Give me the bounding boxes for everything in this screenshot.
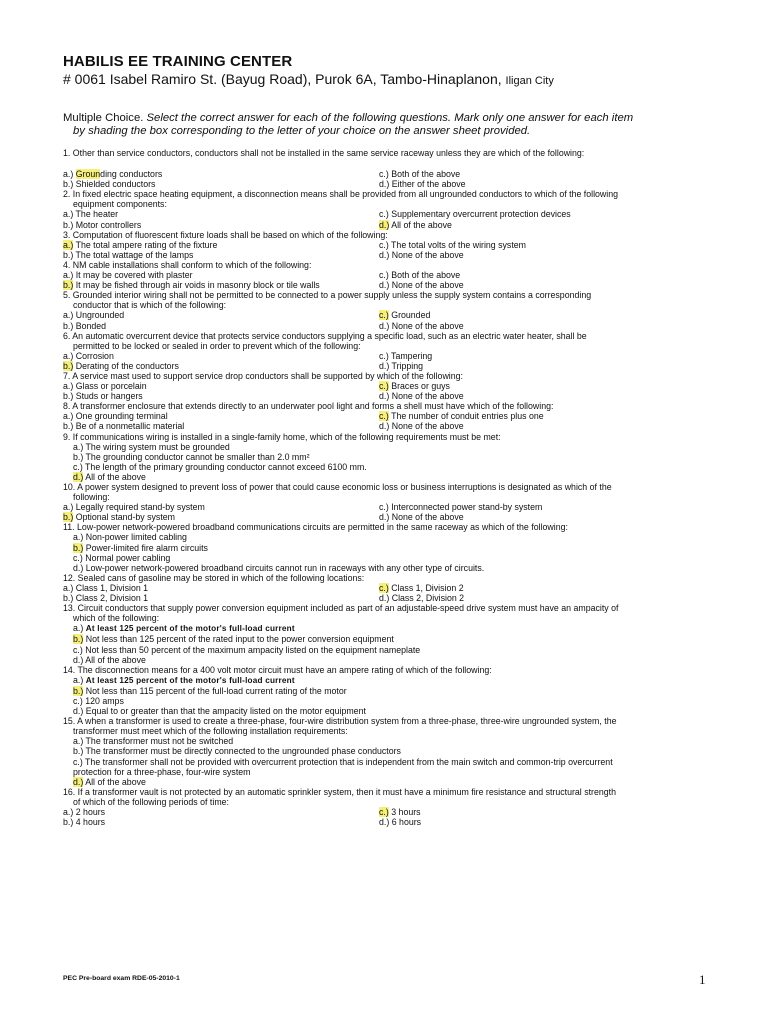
choice-d: d.) 6 hours xyxy=(379,817,422,828)
choice-a: a.) Legally required stand-by system xyxy=(63,502,205,513)
instructions-lead: Multiple Choice. xyxy=(63,112,144,124)
question-12 xyxy=(63,573,703,603)
instructions xyxy=(63,112,703,138)
answer-mark: b.) xyxy=(63,360,74,371)
choice-b: b.) Derating of the conductors xyxy=(63,360,179,371)
page-title: HABILIS EE TRAINING CENTER xyxy=(63,53,293,70)
question-9 xyxy=(63,432,703,482)
choice-a: a.) It may be covered with plaster xyxy=(63,270,193,281)
question-11 xyxy=(63,522,703,572)
answer-mark: b.) xyxy=(73,634,84,645)
question-stem: 1. Other than service conductors, conductors shall not be installed in the same service raceway unless they are which of the following: xyxy=(63,148,585,158)
choice-c: c.) The total volts of the wiring system xyxy=(379,239,526,250)
question-stem: 5. Grounded interior wiring shall not be permitted to be connected to a power supply unless the supply system contains a corresponding xyxy=(63,290,592,301)
answer-mark: c.) xyxy=(379,411,389,422)
choice-d: d.) None of the above xyxy=(379,280,464,291)
question-10 xyxy=(63,482,703,522)
choice-a: a.) The heater xyxy=(63,209,119,220)
question-7 xyxy=(63,371,703,401)
choice-c: c.) The transformer shall not be provided with overcurrent protection that is independent from the main switch and common-trip overcurrent xyxy=(73,756,613,767)
choice-a: a.) Ungrounded xyxy=(63,310,125,321)
question-14 xyxy=(63,665,703,716)
choice-b: b.) Shielded conductors xyxy=(63,179,156,190)
question-4 xyxy=(63,260,703,290)
choice-c: c.) Tampering xyxy=(379,350,433,361)
choice-c: c.) Not less than 50 percent of the maximum ampacity listed on the equipment nameplate xyxy=(73,644,421,655)
choice-a: a.) Non-power limited cabling xyxy=(73,532,187,543)
question-stem: 4. NM cable installations shall conform to which of the following: xyxy=(63,259,312,270)
choice-b: b.) Be of a nonmetallic material xyxy=(63,421,185,432)
answer-mark: b.) xyxy=(63,280,74,291)
choice-a: a.) Grounding conductors xyxy=(63,169,163,180)
answer-mark: c.) xyxy=(379,381,389,392)
question-stem: 2. In fixed electric space heating equipment, a disconnection means shall be provided from all ungrounded conductors to which of the following xyxy=(63,189,619,200)
choice-d: d.) Tripping xyxy=(379,360,424,371)
choice-d: d.) None of the above xyxy=(379,320,464,331)
question-1 xyxy=(63,148,703,189)
choice-a: a.) At least 125 percent of the motor's full-load current xyxy=(73,674,295,685)
choice-c: c.) 3 hours xyxy=(379,807,421,817)
answer-mark: c.) xyxy=(379,310,389,321)
question-stem-cont: which of the following: xyxy=(73,613,160,624)
choice-b: b.) It may be fished through air voids in masonry block or tile walls xyxy=(63,280,320,291)
question-5 xyxy=(63,290,703,330)
choice-c: c.) 120 amps xyxy=(73,695,124,706)
answer-mark: b.) xyxy=(73,542,84,553)
choice-a: a.) The wiring system must be grounded xyxy=(73,441,230,452)
instructions-line2: by shading the box corresponding to the letter of your choice on the answer sheet provided. xyxy=(73,125,531,137)
question-2 xyxy=(63,189,703,229)
answer-mark: d.) xyxy=(73,776,84,787)
choice-d: d.) All of the above xyxy=(379,219,452,230)
question-stem: 10. A power system designed to prevent loss of power that could cause economic loss or business interruptions is designated as which of the xyxy=(63,482,612,492)
choice-b: b.) Studs or hangers xyxy=(63,391,143,402)
answer-mark: c.) xyxy=(379,582,389,593)
highlight-mark: Groun xyxy=(75,169,101,180)
choice-c: c.) The number of conduit entries plus one xyxy=(379,411,544,422)
question-stem: 16. If a transformer vault is not protected by an automatic sprinkler system, then it must have a minimum fire resistance and structural strength xyxy=(63,786,616,797)
question-stem: 7. A service mast used to support service drop conductors shall be supported by which of the following: xyxy=(63,370,463,381)
choice-d: d.) All of the above xyxy=(73,776,146,787)
choice-b: b.) Not less than 125 percent of the rated input to the power conversion equipment xyxy=(73,634,394,645)
question-stem-cont: following: xyxy=(73,492,110,503)
question-stem: 6. An automatic overcurrent device that protects service conductors supplying a specific load, such as an electric water heater, shall be xyxy=(63,330,587,341)
question-list xyxy=(63,148,703,827)
choice-d: d.) None of the above xyxy=(379,249,464,260)
choice-c: c.) The length of the primary grounding conductor cannot exceed 6100 mm. xyxy=(73,461,367,472)
choice-a: a.) Class 1, Division 1 xyxy=(63,582,149,593)
address-line: # 0061 Isabel Ramiro St. (Bayug Road), Purok 6A, Tambo-Hinaplanon, xyxy=(63,71,502,87)
choice-c: c.) Supplementary overcurrent protection devices xyxy=(379,209,571,220)
answer-mark: b.) xyxy=(73,685,84,696)
question-13 xyxy=(63,603,703,665)
choice-b: b.) Bonded xyxy=(63,320,107,331)
choice-d: d.) None of the above xyxy=(379,391,464,402)
question-8 xyxy=(63,401,703,431)
choice-c: c.) Both of the above xyxy=(379,270,461,281)
choice-c: c.) Interconnected power stand-by system xyxy=(379,502,543,513)
question-stem: 8. A transformer enclosure that extends directly to an underwater pool light and forms a shell must have which of the following: xyxy=(63,401,554,412)
question-15 xyxy=(63,716,703,787)
choice-c-cont: protection for a three-phase, four-wire system xyxy=(73,766,251,777)
choice-b: b.) The transformer must be directly connected to the ungrounded phase conductors xyxy=(73,746,401,757)
choice-b: b.) Not less than 115 percent of the full-load current rating of the motor xyxy=(73,685,347,696)
answer-mark: c.) xyxy=(379,807,389,817)
choice-c: c.) Class 1, Division 2 xyxy=(379,582,464,593)
question-stem: 15. A when a transformer is used to create a three-phase, four-wire distribution system from a three-phase, three-wire ungrounded system, the xyxy=(63,716,617,727)
question-stem-cont: of which of the following periods of time: xyxy=(73,796,229,807)
choice-d: d.) Class 2, Division 2 xyxy=(379,593,465,604)
footer-code: PEC Pre-board exam RDE-05-2010-1 xyxy=(63,975,180,982)
choice-a: a.) The total ampere rating of the fixture xyxy=(63,239,218,250)
question-stem-cont: equipment components: xyxy=(73,199,167,210)
choice-d: d.) Either of the above xyxy=(379,179,466,190)
choice-c: c.) Braces or guys xyxy=(379,381,450,392)
choice-d: d.) None of the above xyxy=(379,421,464,432)
choice-c: c.) Both of the above xyxy=(379,169,461,180)
choice-b: b.) The grounding conductor cannot be smaller than 2.0 mm² xyxy=(73,451,310,462)
choice-a: a.) At least 125 percent of the motor's full-load current xyxy=(73,623,295,634)
choice-c: c.) Normal power cabling xyxy=(73,552,171,563)
instructions-line1: Select the correct answer for each of the following questions. Mark only one answer for each item xyxy=(146,112,634,124)
choice-c: c.) Grounded xyxy=(379,310,431,321)
choice-d: d.) All of the above xyxy=(73,654,146,665)
question-16 xyxy=(63,787,703,827)
answer-mark: d.) xyxy=(379,219,390,230)
choice-b: b.) Motor controllers xyxy=(63,219,142,230)
choice-a: a.) One grounding terminal xyxy=(63,411,168,422)
choice-b: b.) Class 2, Division 1 xyxy=(63,593,149,604)
address-city: Iligan City xyxy=(505,75,554,87)
choice-b: b.) The total wattage of the lamps xyxy=(63,249,194,260)
choice-a: a.) 2 hours xyxy=(63,807,106,817)
choice-a: a.) Glass or porcelain xyxy=(63,381,147,392)
question-stem: 13. Circuit conductors that supply power conversion equipment included as part of an adjustable-speed drive system must have an ampacity of xyxy=(63,603,619,614)
question-stem: 11. Low-power network-powered broadband communications circuits are permitted in the same raceway as which of the following: xyxy=(63,522,568,533)
choice-d: d.) None of the above xyxy=(379,512,464,523)
question-stem-cont: transformer must meet which of the following installation requirements: xyxy=(73,726,348,737)
choice-b: b.) Optional stand-by system xyxy=(63,512,175,523)
answer-mark: d.) xyxy=(73,471,84,482)
choice-a: a.) Corrosion xyxy=(63,350,114,361)
choice-d: d.) Low-power network-powered broadband circuits cannot run in raceways with any other type of circuits. xyxy=(73,562,485,573)
choice-a: a.) The transformer must not be switched xyxy=(73,736,234,747)
question-stem: 9. If communications wiring is installed in a single-family home, which of the following requirements must be met: xyxy=(63,431,501,442)
choice-b: b.) Power-limited fire alarm circuits xyxy=(73,542,208,553)
question-stem: 12. Sealed cans of gasoline may be stored in which of the following locations: xyxy=(63,572,365,583)
page-number: 1 xyxy=(699,972,706,987)
answer-mark: b.) xyxy=(63,512,74,523)
question-stem: 14. The disconnection means for a 400 volt motor circuit must have an ampere rating of which of the following: xyxy=(63,664,492,675)
question-stem-cont: conductor that is which of the following: xyxy=(73,300,227,311)
choice-d: d.) All of the above xyxy=(73,471,146,482)
choice-b: b.) 4 hours xyxy=(63,817,106,828)
question-stem-cont: permitted to be locked or sealed in order to prevent which of the following: xyxy=(73,340,361,351)
address xyxy=(63,71,554,87)
choice-d: d.) Equal to or greater than that the ampacity listed on the motor equipment xyxy=(73,706,366,717)
question-3 xyxy=(63,230,703,260)
question-6 xyxy=(63,331,703,371)
answer-mark: a.) xyxy=(63,239,74,250)
question-stem: 3. Computation of fluorescent fixture loads shall be based on which of the following: xyxy=(63,229,388,240)
